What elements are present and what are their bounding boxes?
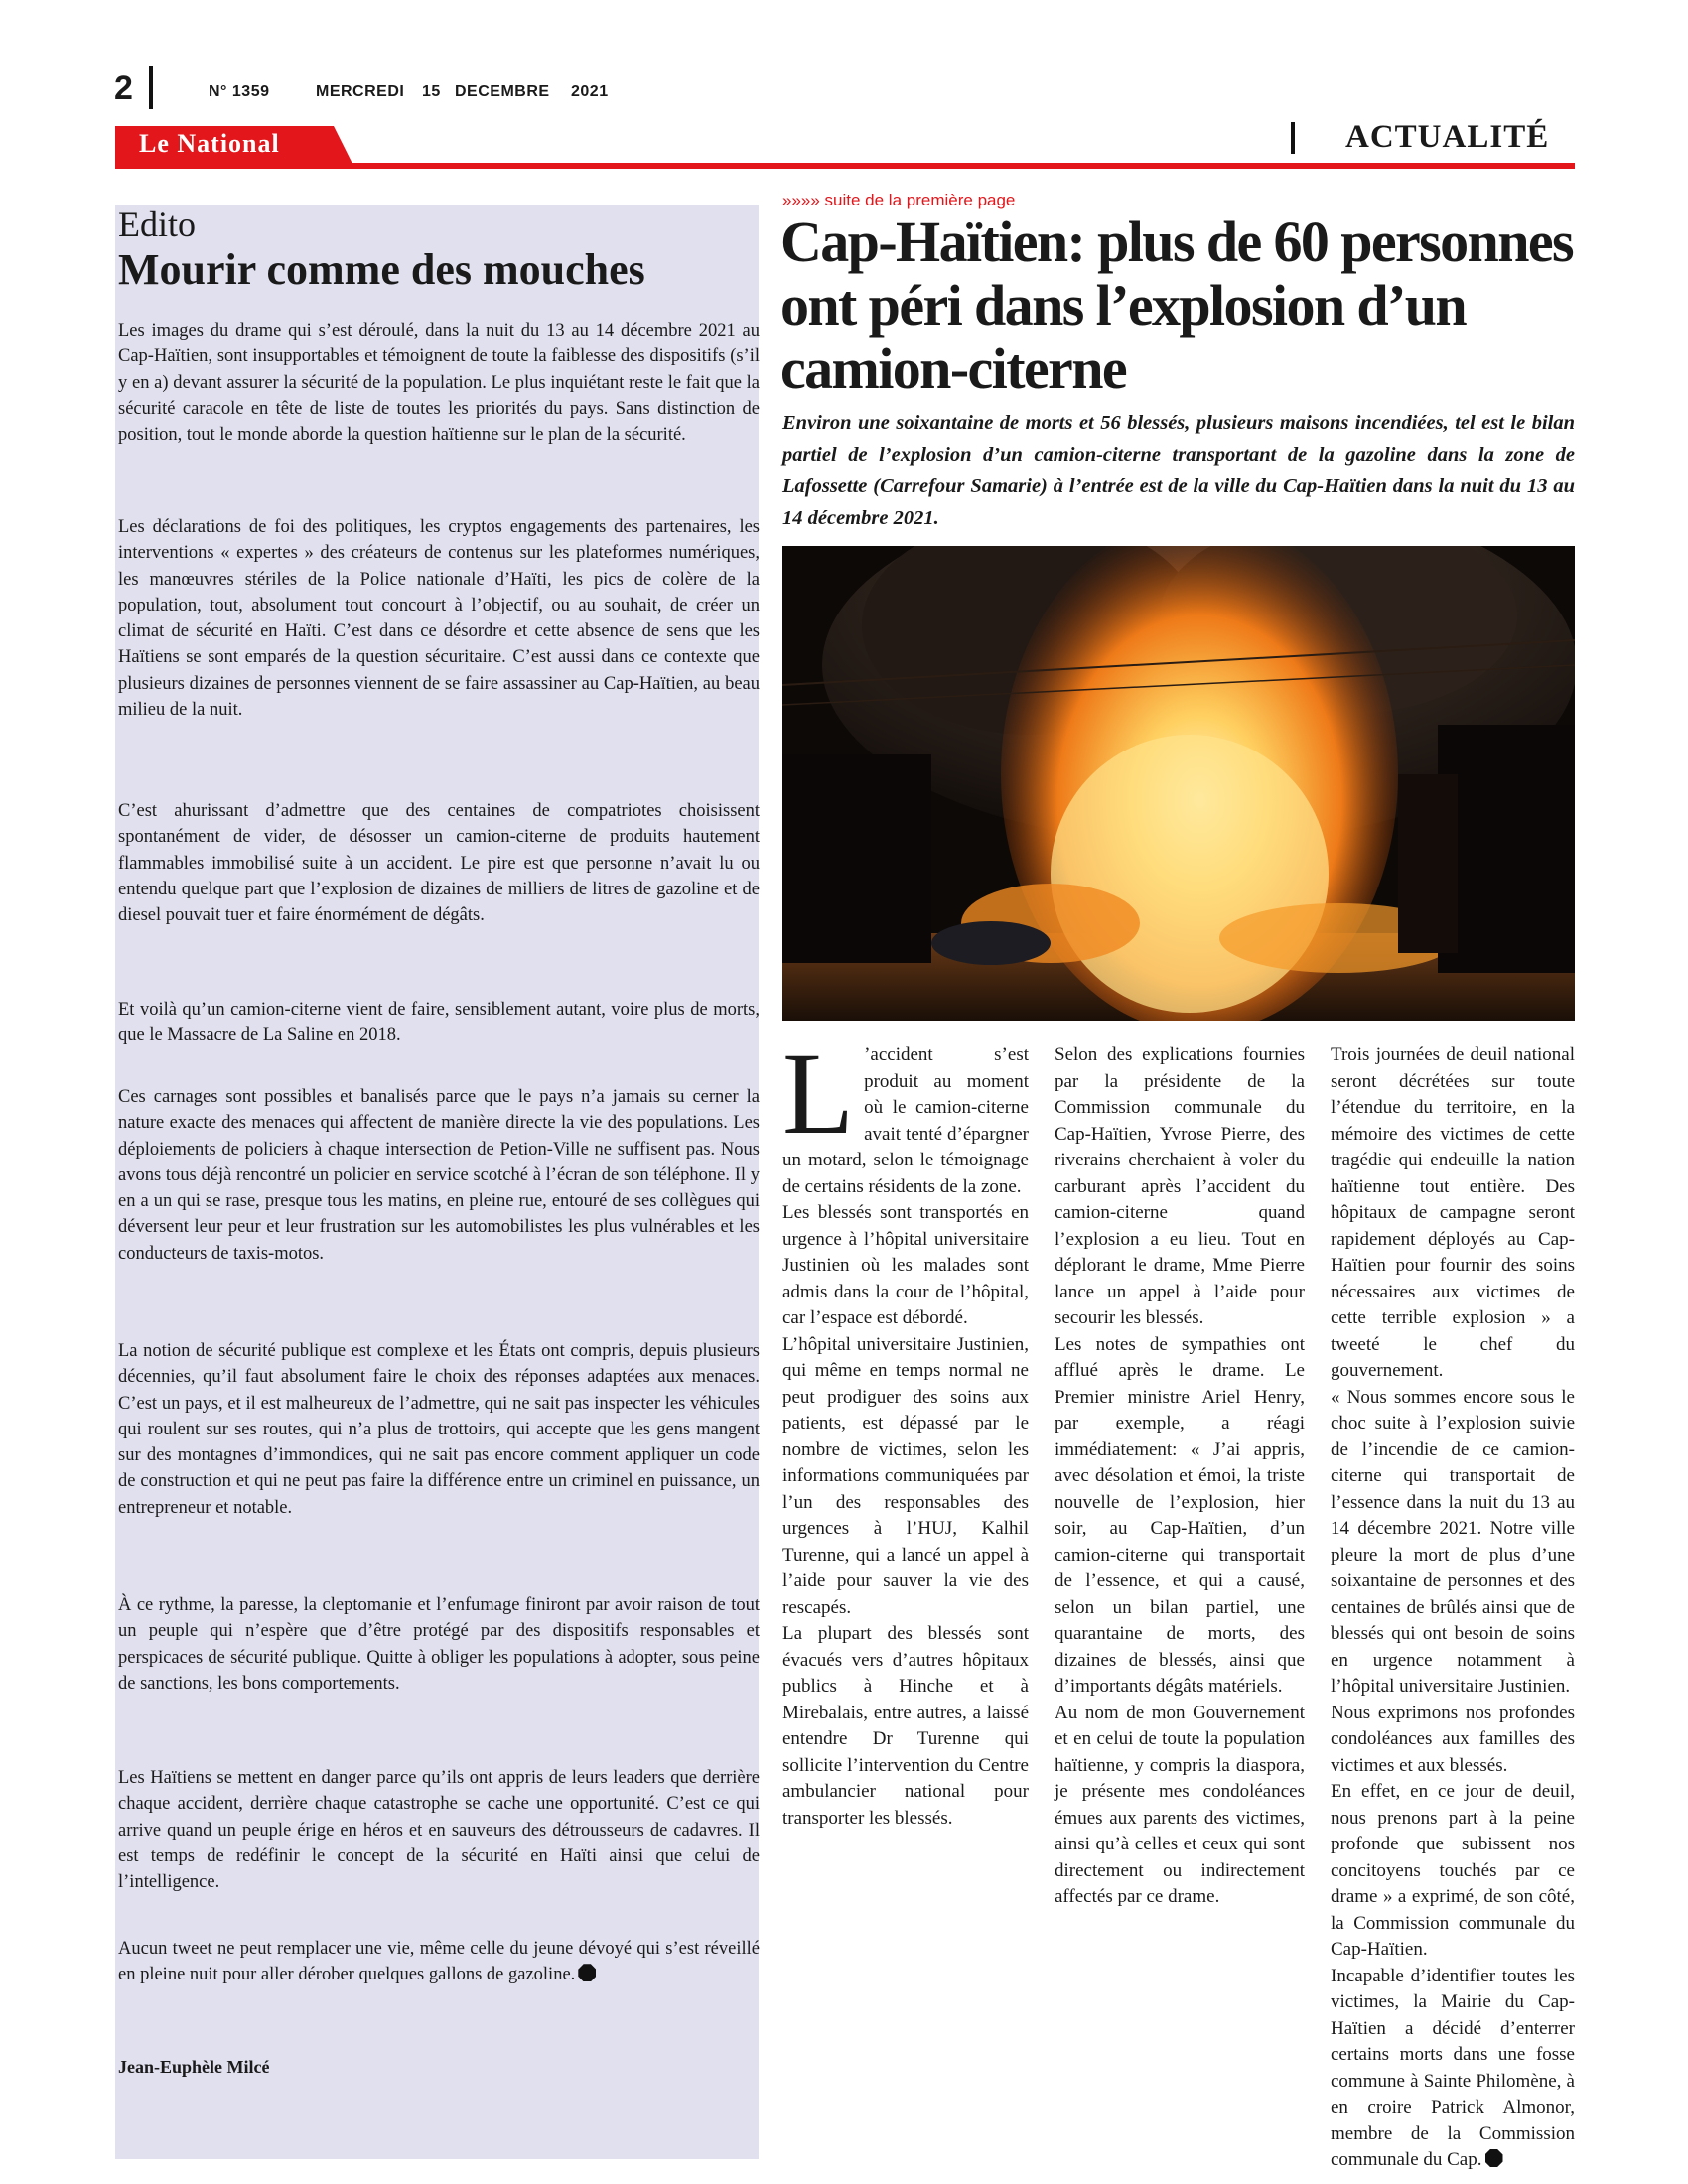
article-headline: Cap-Haïtien: plus de 60 personnes ont péri dans l’explosion d’un camion-citerne <box>780 209 1573 401</box>
end-mark-icon <box>578 1964 596 1981</box>
edito-title: Mourir comme des mouches <box>118 245 645 294</box>
brand-label: Le National <box>139 129 280 158</box>
edito-paragraph: Les images du drame qui s’est déroulé, dans la nuit du 13 au 14 décembre 2021 au Cap-Haïtien, sont insupportables et témoignent de toute la faiblesse des dispositifs (s’il y en a) devant assurer la sécurité de la population. Le plus inquiétant reste le fait que la sécurité caracole en tête de liste de toutes les priorités du pays. Sans distinction de position, tout le monde aborde la question haïtienne sur le plan de la sécurité. <box>118 321 760 446</box>
page-number: 2 <box>114 69 133 107</box>
section-divider <box>1291 122 1295 154</box>
article-paragraph: L’hôpital universitaire Justinien, qui même en temps normal ne peut prodiguer des soins aux patients, est dépassé par le nombre de victimes, selon les informations communiquées par l’un des responsables des urgences à l’HUJ, Kalhil Turenne, qui a lancé un appel à l’aide pour sauver la vie des rescapés. <box>782 1333 1029 1618</box>
issue-number: N° 1359 <box>209 83 270 100</box>
edito-paragraph: La notion de sécurité publique est complexe et les États ont compris, depuis plusieurs décennies, qu’il faut absolument faire le choix des réponses adaptées aux menaces. C’est un pays, et il est malheureux de l’admettre, qui ne sait pas inspecter les véhicules qui roulent sur ses routes, qui n’a plus de trottoirs, qui accepte que les gens mangent sur des montagnes d’immondices, qui ne sait pas encore comment appliquer un code de construction et qui ne peut pas faire la différence entre un criminel en puissance, un entrepreneur et notable. <box>118 1341 760 1518</box>
edito-label: Edito <box>118 205 196 244</box>
article-paragraph: « Nous sommes encore sous le choc suite à l’explosion suivie de l’incendie de ce camion-citerne qui transportait de l’essence dans la nuit du 13 au 14 décembre 2021. Notre ville pleure la mort de plus d’une soixantaine de personnes et des centaines de brûlés ainsi que de blessés qui ont besoin de soins en urgence notamment à l’hôpital universitaire Justinien. <box>1331 1386 1575 1697</box>
article-lede: Environ une soixantaine de morts et 56 blessés, plusieurs maisons incendiées, tel est le bilan partiel de l’explosion d’un camion-citerne transportant de la gazoline dans la zone de Lafossette (Carrefour Samarie) à l’entrée est de la ville du Cap-Haïtien dans la nuit du 13 au 14 décembre 2021. <box>782 412 1575 529</box>
article-paragraph: Trois journées de deuil national seront décrétées sur toute l’étendue du territoire, en la mémoire des victimes de cette tragédie qui endeuille la nation haïtienne tout entière. Des hôpitaux de campagne seront rapidement déployés au Cap-Haïtien pour fournir des soins nécessaires aux victimes de cette terrible explosion » a tweeté le chef du gouvernement. <box>1331 1044 1575 1381</box>
article-paragraph: Selon des explications fournies par la présidente de la Commission communale du Cap-Haïtien, Yvrose Pierre, des riverains cherchaient à voler du carburant après l’accident du camion-citerne quand l’explosion a eu lieu. Tout en déplorant le drame, Mme Pierre lance un appel à l’aide pour secourir les blessés. <box>1055 1044 1305 1328</box>
drop-cap: L <box>782 1028 855 1159</box>
article-column-3 <box>1331 1042 1575 2174</box>
edito-paragraph: Les déclarations de foi des politiques, les cryptos engagements des partenaires, les interventions « expertes » des créateurs de contenus sur les plateformes numériques, les manœuvres stériles de la Police nationale d’Haïti, les pics de colère de la population, tout, absolument tout concourt à l’objectif, ou au souhait, de créer un climat de sécurité en Haïti. C’est dans ce désordre et cette absence de sens que les Haïtiens se sont emparés de la question sécuritaire. C’est aussi dans ce contexte que plusieurs dizaines de personnes viennent de se faire assassiner au Cap-Haïtien, au beau milieu de la nuit. <box>118 517 760 721</box>
article-paragraph <box>1331 1964 1575 2174</box>
edito-closing-text: Aucun tweet ne peut remplacer une vie, même celle du jeune dévoyé qui s’est réveillé en pleine nuit pour aller dérober quelques gallons de gazoline. <box>118 1939 760 1985</box>
article-paragraph: En effet, en ce jour de deuil, nous prenons part à la peine profonde que subissent nos concitoyens touchés par ce drame » a exprimé, de son côté, la Commission communale du Cap-Haïtien. <box>1331 1781 1575 1960</box>
issue-month: DECEMBRE <box>455 83 550 100</box>
edito-paragraph: Les Haïtiens se mettent en danger parce qu’ils ont appris de leurs leaders que derrière chaque accident, derrière chaque catastrophe se cache une opportunité. C’est ce qui arrive quand un peuple érige en héros et en sauveurs des détrousseurs de cadavres. Il est temps de redéfinir le concept de la sécurité en Haïti ainsi que celui de l’intelligence. <box>118 1768 760 1893</box>
edito-paragraph: Et voilà qu’un camion-citerne vient de faire, sensiblement autant, voire plus de morts, que le Massacre de La Saline en 2018. <box>118 1000 760 1046</box>
article-paragraph: Au nom de mon Gouvernement et en celui de toute la population haïtienne, y compris la diaspora, je présente mes condoléances émues aux parents des victimes, ainsi qu’à celles et ceux qui sont directement ou indirectement affectés par ce drame. <box>1055 1702 1305 1907</box>
explosion-photo <box>782 546 1575 1021</box>
article-column-1 <box>782 1028 1029 1832</box>
issue-year: 2021 <box>571 83 609 100</box>
issue-day: MERCREDI <box>316 83 405 100</box>
article-column-2 <box>1055 1042 1305 1911</box>
article-paragraph: Les blessés sont transportés en urgence à l’hôpital universitaire Justinien où les malades sont admis dans la cour de l’hôpital, car l’espace est débordé. <box>782 1202 1029 1328</box>
article-paragraph: ’accident s’est produit au moment où le camion-citerne avait tenté d’épargner un motard, selon le témoignage de certains résidents de la zone. <box>782 1044 1029 1197</box>
edito-paragraph: C’est ahurissant d’admettre que des centaines de compatriotes choisissent spontanément de vider, de désosser un camion-citerne de produits hautement flammables immobilisé suite à un accident. Le pire est que personne n’avait lu ou entendu quelque part que l’explosion de dizaines de milliers de litres de gazoline et de diesel pouvait tuer et faire énormément de dégâts. <box>118 801 760 926</box>
article-paragraph: Nous exprimons nos profondes condoléances aux familles des victimes et aux blessés. <box>1331 1702 1575 1776</box>
edito-paragraph: À ce rythme, la paresse, la cleptomanie et l’enfumage finiront par avoir raison de tout un peuple qui n’espère que d’être protégé par des dispositifs responsables et perspicaces de sécurité publique. Quitte à obliger les populations à adopter, sous peine de sanctions, les bons comportements. <box>118 1595 760 1694</box>
edito-paragraph: Ces carnages sont possibles et banalisés parce que le pays n’a jamais su cerner la nature exacte des menaces qui affectent de manière directe la vie des populations. Les déploiements de policiers à chaque intersection de Petion-Ville ne suffisent pas. Nous avons tous déjà rencontré un policier en service scotché à l’écran de son téléphone. Il y en a un qui se rase, presque tous les matins, en pleine rue, entouré de ses collègues qui déversent leur peur et leur frustration sur les automobilistes les plus vulnérables et les conducteurs de taxis-motos. <box>118 1087 760 1264</box>
edito-paragraph <box>118 1936 760 1988</box>
section-title: ACTUALITÉ <box>1345 119 1550 155</box>
continued-from-front-page: »»»» suite de la première page <box>782 191 1016 209</box>
issue-date-number: 15 <box>422 83 441 100</box>
end-mark-icon <box>1485 2149 1503 2167</box>
article-closing-text: Incapable d’identifier toutes les victimes, la Mairie du Cap-Haïtien a décidé d’enterrer certains morts dans une fosse commune à Sainte Philomène, à en croire Patrick Almonor, membre de la Commission communale du Cap. <box>1331 1965 1575 2170</box>
article-paragraph: Les notes de sympathies ont afflué après le drame. Le Premier ministre Ariel Henry, par exemple, a réagi immédiatement: « J’ai appris, avec désolation et émoi, la triste nouvelle de l’explosion, hier soir, au Cap-Haïtien, d’un camion-citerne qui transportait de l’essence, et qui a causé, selon un bilan partiel, une quarantaine de morts, des dizaines de blessés, ainsi que d’importants dégâts matériels. <box>1055 1333 1305 1697</box>
edito-author: Jean-Euphèle Milcé <box>118 2057 270 2077</box>
header-rule <box>115 163 1575 169</box>
page-number-divider <box>149 66 153 109</box>
article-paragraph: La plupart des blessés sont évacués vers d’autres hôpitaux publics à Hinche et à Mirebalais, entre autres, a laissé entendre Dr Turenne qui sollicite l’intervention du Centre ambulancier national pour transporter les blessés. <box>782 1623 1029 1829</box>
